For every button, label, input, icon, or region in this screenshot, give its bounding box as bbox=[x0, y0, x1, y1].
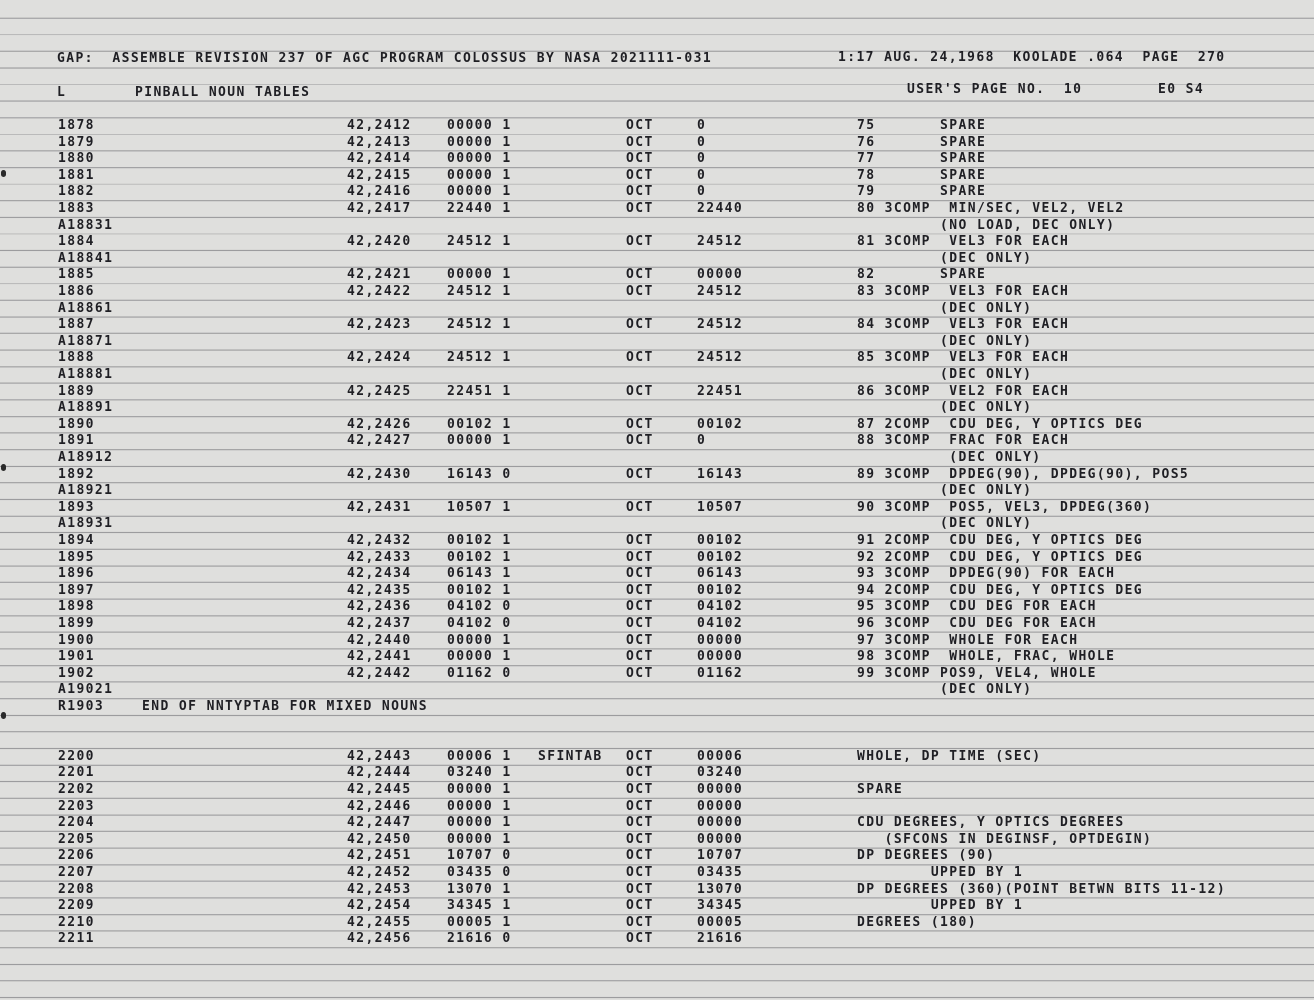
octal-word: 10707 0 bbox=[447, 848, 512, 864]
line-number: A18931 bbox=[58, 516, 114, 532]
opcode: OCT bbox=[626, 151, 654, 167]
octal-word: 04102 0 bbox=[447, 599, 512, 615]
line-number: 1896 bbox=[58, 566, 95, 582]
opcode: OCT bbox=[626, 649, 654, 665]
comment: 92 2COMP CDU DEG, Y OPTICS DEG bbox=[857, 549, 1144, 565]
header-left: GAP: ASSEMBLE REVISION 237 OF AGC PROGRAM COLOSSUS BY NASA 2021111-031 bbox=[57, 51, 713, 66]
comment: 91 2COMP CDU DEG, Y OPTICS DEG bbox=[857, 533, 1144, 548]
memory-address: 42,2454 bbox=[347, 898, 412, 914]
opcode: OCT bbox=[626, 898, 654, 914]
listing-row bbox=[0, 317, 1314, 333]
octal-word: 00102 1 bbox=[447, 549, 512, 565]
opcode: OCT bbox=[626, 931, 654, 947]
line-number: 2206 bbox=[58, 848, 95, 864]
octal-word: 00000 1 bbox=[447, 798, 512, 814]
octal-word: 00000 1 bbox=[447, 167, 512, 183]
operand: 0 bbox=[697, 167, 707, 183]
listing-row bbox=[0, 583, 1314, 599]
operand: 01162 bbox=[697, 665, 744, 681]
memory-address: 42,2416 bbox=[347, 184, 412, 200]
line-number: 2207 bbox=[58, 865, 95, 880]
line-number: 1892 bbox=[58, 466, 95, 482]
memory-address: 42,2423 bbox=[347, 317, 412, 333]
octal-word: 00000 1 bbox=[447, 782, 512, 797]
listing-row bbox=[0, 118, 1314, 134]
operand: 00000 bbox=[697, 649, 744, 665]
octal-word: 06143 1 bbox=[447, 566, 512, 582]
remark: END OF NNTYPTAB FOR MIXED NOUNS bbox=[142, 699, 429, 714]
opcode: OCT bbox=[626, 831, 654, 847]
comment: 83 3COMP VEL3 FOR EACH bbox=[857, 284, 1070, 299]
comment: 77 SPARE bbox=[857, 151, 987, 167]
listing-row bbox=[0, 267, 1314, 283]
memory-address: 42,2446 bbox=[347, 798, 412, 814]
opcode: OCT bbox=[626, 533, 654, 548]
operand: 16143 bbox=[697, 466, 744, 482]
opcode: OCT bbox=[626, 914, 654, 930]
operand: 10507 bbox=[697, 499, 744, 515]
operand: 00000 bbox=[697, 782, 744, 797]
memory-address: 42,2442 bbox=[347, 665, 412, 681]
opcode: OCT bbox=[626, 416, 654, 432]
comment: (DEC ONLY) bbox=[857, 250, 1033, 266]
operand: 00000 bbox=[697, 831, 744, 847]
octal-word: 34345 1 bbox=[447, 898, 512, 914]
listing-row bbox=[0, 649, 1314, 665]
memory-address: 42,2414 bbox=[347, 151, 412, 167]
listing-row bbox=[0, 931, 1314, 947]
opcode: OCT bbox=[626, 566, 654, 582]
octal-word: 00000 1 bbox=[447, 151, 512, 167]
listing-row bbox=[0, 898, 1314, 914]
operand: 0 bbox=[697, 151, 707, 167]
line-number: 1887 bbox=[58, 317, 95, 333]
listing-row bbox=[0, 135, 1314, 151]
line-number: 1879 bbox=[58, 134, 95, 150]
operand: 03240 bbox=[697, 765, 744, 781]
listing-row bbox=[0, 234, 1314, 250]
line-number: 1897 bbox=[58, 582, 95, 598]
line-number: 1894 bbox=[58, 533, 95, 548]
opcode: OCT bbox=[626, 118, 654, 133]
listing-row bbox=[0, 533, 1314, 549]
opcode: OCT bbox=[626, 616, 654, 631]
operand: 24512 bbox=[697, 317, 744, 333]
memory-address: 42,2432 bbox=[347, 533, 412, 548]
line-number: 1880 bbox=[58, 151, 95, 167]
line-number: 1882 bbox=[58, 184, 95, 200]
operand: 22440 bbox=[697, 201, 744, 216]
comment: DP DEGREES (90) bbox=[857, 848, 996, 864]
comment: 84 3COMP VEL3 FOR EACH bbox=[857, 317, 1070, 333]
operand: 10707 bbox=[697, 848, 744, 864]
listing-row bbox=[0, 168, 1314, 184]
listing-row bbox=[0, 749, 1314, 765]
operand: 34345 bbox=[697, 898, 744, 914]
operand: 06143 bbox=[697, 566, 744, 582]
listing-row bbox=[0, 882, 1314, 898]
comment: CDU DEGREES, Y OPTICS DEGREES bbox=[857, 815, 1125, 831]
comment: (DEC ONLY) bbox=[857, 300, 1033, 316]
line-number: A18841 bbox=[58, 250, 114, 266]
operand: 00000 bbox=[697, 632, 744, 648]
comment: 93 3COMP DPDEG(90) FOR EACH bbox=[857, 566, 1116, 582]
comment: SPARE bbox=[857, 782, 904, 797]
line-number: A19021 bbox=[58, 682, 114, 698]
listing-row bbox=[0, 915, 1314, 931]
comment: 94 2COMP CDU DEG, Y OPTICS DEG bbox=[857, 582, 1144, 598]
octal-word: 00000 1 bbox=[447, 134, 512, 150]
line-number: 1888 bbox=[58, 350, 95, 366]
listing-row bbox=[0, 616, 1314, 632]
octal-word: 24512 1 bbox=[447, 234, 512, 250]
opcode: OCT bbox=[626, 350, 654, 366]
comment: 75 SPARE bbox=[857, 118, 987, 133]
operand: 00102 bbox=[697, 549, 744, 565]
listing-row bbox=[0, 782, 1314, 798]
comment: (DEC ONLY) bbox=[857, 400, 1033, 416]
octal-word: 00000 1 bbox=[447, 815, 512, 831]
line-number: 2210 bbox=[58, 914, 95, 930]
octal-word: 04102 0 bbox=[447, 616, 512, 631]
operand: 0 bbox=[697, 118, 707, 133]
page-code: E0 S4 bbox=[1158, 82, 1205, 97]
memory-address: 42,2444 bbox=[347, 765, 412, 781]
listing-row bbox=[0, 682, 1314, 698]
operand: 00102 bbox=[697, 416, 744, 432]
line-number: 2205 bbox=[58, 831, 95, 847]
opcode: OCT bbox=[626, 499, 654, 515]
operand: 00000 bbox=[697, 267, 744, 283]
opcode: OCT bbox=[626, 267, 654, 283]
octal-word: 13070 1 bbox=[447, 881, 512, 897]
comment: DEGREES (180) bbox=[857, 914, 977, 930]
opcode: OCT bbox=[626, 284, 654, 299]
memory-address: 42,2421 bbox=[347, 267, 412, 283]
listing-row bbox=[0, 550, 1314, 566]
opcode: OCT bbox=[626, 815, 654, 831]
operand: 04102 bbox=[697, 599, 744, 615]
memory-address: 42,2412 bbox=[347, 118, 412, 133]
octal-word: 03240 1 bbox=[447, 765, 512, 781]
octal-word: 22451 1 bbox=[447, 383, 512, 399]
line-number: 2204 bbox=[58, 815, 95, 831]
listing-row bbox=[0, 384, 1314, 400]
listing-row bbox=[0, 417, 1314, 433]
memory-address: 42,2445 bbox=[347, 782, 412, 797]
octal-word: 00102 1 bbox=[447, 416, 512, 432]
octal-word: 00000 1 bbox=[447, 118, 512, 133]
header-right: 1:17 AUG. 24,1968 KOOLADE .064 PAGE 270 bbox=[838, 50, 1226, 65]
memory-address: 42,2427 bbox=[347, 433, 412, 449]
comment: 78 SPARE bbox=[857, 167, 987, 183]
comment: 88 3COMP FRAC FOR EACH bbox=[857, 433, 1070, 449]
line-number: 1890 bbox=[58, 416, 95, 432]
comment: (DEC ONLY) bbox=[857, 333, 1033, 349]
memory-address: 42,2436 bbox=[347, 599, 412, 615]
comment: UPPED BY 1 bbox=[857, 865, 1024, 880]
line-number: 2201 bbox=[58, 765, 95, 781]
operand: 22451 bbox=[697, 383, 744, 399]
comment: 82 SPARE bbox=[857, 267, 987, 283]
listing-row bbox=[0, 500, 1314, 516]
opcode: OCT bbox=[626, 433, 654, 449]
comment: 79 SPARE bbox=[857, 184, 987, 200]
listing-row bbox=[0, 566, 1314, 582]
line-number: 1881 bbox=[58, 167, 95, 183]
octal-word: 10507 1 bbox=[447, 499, 512, 515]
operand: 00102 bbox=[697, 533, 744, 548]
listing-row bbox=[0, 599, 1314, 615]
comment: UPPED BY 1 bbox=[857, 898, 1024, 914]
line-number: A18891 bbox=[58, 400, 114, 416]
listing-row bbox=[0, 433, 1314, 449]
comment: 80 3COMP MIN/SEC, VEL2, VEL2 bbox=[857, 201, 1125, 216]
opcode: OCT bbox=[626, 865, 654, 880]
comment: (DEC ONLY) bbox=[857, 367, 1033, 382]
octal-word: 00000 1 bbox=[447, 184, 512, 200]
header-marker: L bbox=[57, 85, 67, 100]
line-number: 1899 bbox=[58, 616, 95, 631]
listing-row bbox=[0, 716, 1314, 732]
octal-word: 01162 0 bbox=[447, 665, 512, 681]
listing-row bbox=[0, 334, 1314, 350]
line-number: 1889 bbox=[58, 383, 95, 399]
opcode: OCT bbox=[626, 549, 654, 565]
memory-address: 42,2413 bbox=[347, 134, 412, 150]
memory-address: 42,2431 bbox=[347, 499, 412, 515]
comment: (SFCONS IN DEGINSF, OPTDEGIN) bbox=[857, 831, 1153, 847]
opcode: OCT bbox=[626, 599, 654, 615]
line-number: 1900 bbox=[58, 632, 95, 648]
line-number: 1885 bbox=[58, 267, 95, 283]
memory-address: 42,2424 bbox=[347, 350, 412, 366]
comment: 86 3COMP VEL2 FOR EACH bbox=[857, 383, 1070, 399]
octal-word: 00000 1 bbox=[447, 632, 512, 648]
line-number: 1901 bbox=[58, 649, 95, 665]
memory-address: 42,2443 bbox=[347, 748, 412, 764]
memory-address: 42,2437 bbox=[347, 616, 412, 631]
line-number: 1895 bbox=[58, 549, 95, 565]
memory-address: 42,2440 bbox=[347, 632, 412, 648]
memory-address: 42,2434 bbox=[347, 566, 412, 582]
listing-row bbox=[0, 848, 1314, 864]
comment: 76 SPARE bbox=[857, 134, 987, 150]
line-number: 1883 bbox=[58, 201, 95, 216]
listing-row bbox=[0, 666, 1314, 682]
octal-word: 00000 1 bbox=[447, 649, 512, 665]
section-title: PINBALL NOUN TABLES bbox=[135, 85, 311, 100]
memory-address: 42,2420 bbox=[347, 234, 412, 250]
opcode: OCT bbox=[626, 317, 654, 333]
line-number: 1884 bbox=[58, 234, 95, 250]
listing-row bbox=[0, 400, 1314, 416]
listing-row bbox=[0, 218, 1314, 234]
octal-word: 00000 1 bbox=[447, 433, 512, 449]
comment: (DEC ONLY) bbox=[857, 516, 1033, 532]
listing-row bbox=[0, 699, 1314, 715]
comment: 87 2COMP CDU DEG, Y OPTICS DEG bbox=[857, 416, 1144, 432]
listing-row bbox=[0, 350, 1314, 366]
octal-word: 24512 1 bbox=[447, 317, 512, 333]
opcode: OCT bbox=[626, 383, 654, 399]
line-number: 1878 bbox=[58, 118, 95, 133]
line-number: 1891 bbox=[58, 433, 95, 449]
comment: 98 3COMP WHOLE, FRAC, WHOLE bbox=[857, 649, 1116, 665]
comment: 85 3COMP VEL3 FOR EACH bbox=[857, 350, 1070, 366]
memory-address: 42,2452 bbox=[347, 865, 412, 880]
opcode: OCT bbox=[626, 748, 654, 764]
memory-address: 42,2417 bbox=[347, 201, 412, 216]
operand: 13070 bbox=[697, 881, 744, 897]
operand: 0 bbox=[697, 134, 707, 150]
line-number: A18881 bbox=[58, 367, 114, 382]
memory-address: 42,2450 bbox=[347, 831, 412, 847]
operand: 03435 bbox=[697, 865, 744, 880]
listing-row bbox=[0, 284, 1314, 300]
listing-row bbox=[0, 151, 1314, 167]
listing-row bbox=[0, 367, 1314, 383]
listing-row bbox=[0, 865, 1314, 881]
line-number: A18921 bbox=[58, 483, 114, 499]
octal-word: 00102 1 bbox=[447, 582, 512, 598]
line-number: 2208 bbox=[58, 881, 95, 897]
operand: 24512 bbox=[697, 234, 744, 250]
comment: 81 3COMP VEL3 FOR EACH bbox=[857, 234, 1070, 250]
octal-word: 16143 0 bbox=[447, 466, 512, 482]
comment: WHOLE, DP TIME (SEC) bbox=[857, 748, 1042, 764]
memory-address: 42,2426 bbox=[347, 416, 412, 432]
line-number: 2200 bbox=[58, 748, 95, 764]
line-number: 2211 bbox=[58, 931, 95, 947]
listing-row bbox=[0, 633, 1314, 649]
listing-row bbox=[0, 301, 1314, 317]
comment: 96 3COMP CDU DEG FOR EACH bbox=[857, 616, 1097, 631]
opcode: OCT bbox=[626, 782, 654, 797]
operand: 24512 bbox=[697, 284, 744, 299]
operand: 04102 bbox=[697, 616, 744, 631]
operand: 0 bbox=[697, 184, 707, 200]
memory-address: 42,2447 bbox=[347, 815, 412, 831]
line-number: 1886 bbox=[58, 284, 95, 299]
octal-word: 00000 1 bbox=[447, 831, 512, 847]
opcode: OCT bbox=[626, 234, 654, 250]
opcode: OCT bbox=[626, 167, 654, 183]
listing-row bbox=[0, 184, 1314, 200]
opcode: OCT bbox=[626, 798, 654, 814]
line-number: A18831 bbox=[58, 217, 114, 233]
line-number: 2202 bbox=[58, 782, 95, 797]
memory-address: 42,2435 bbox=[347, 582, 412, 598]
memory-address: 42,2455 bbox=[347, 914, 412, 930]
memory-address: 42,2425 bbox=[347, 383, 412, 399]
operand: 00000 bbox=[697, 815, 744, 831]
opcode: OCT bbox=[626, 466, 654, 482]
listing-row bbox=[0, 516, 1314, 532]
memory-address: 42,2430 bbox=[347, 466, 412, 482]
memory-address: 42,2415 bbox=[347, 167, 412, 183]
user-page-number: USER'S PAGE NO. 10 bbox=[907, 82, 1083, 97]
memory-address: 42,2453 bbox=[347, 881, 412, 897]
octal-word: 00006 1 bbox=[447, 748, 512, 764]
comment: 97 3COMP WHOLE FOR EACH bbox=[857, 632, 1079, 648]
octal-word: 22440 1 bbox=[447, 201, 512, 216]
comment: (DEC ONLY) bbox=[857, 682, 1033, 698]
listing-row bbox=[0, 450, 1314, 466]
memory-address: 42,2441 bbox=[347, 649, 412, 665]
octal-word: 00000 1 bbox=[447, 267, 512, 283]
comment: 90 3COMP POS5, VEL3, DPDEG(360) bbox=[857, 499, 1153, 515]
line-number: A18912 bbox=[58, 450, 114, 465]
line-number: 1893 bbox=[58, 499, 95, 515]
opcode: OCT bbox=[626, 881, 654, 897]
octal-word: 03435 0 bbox=[447, 865, 512, 880]
operand: 24512 bbox=[697, 350, 744, 366]
line-number: 2209 bbox=[58, 898, 95, 914]
opcode: OCT bbox=[626, 582, 654, 598]
opcode: OCT bbox=[626, 665, 654, 681]
operand: 00005 bbox=[697, 914, 744, 930]
octal-word: 00005 1 bbox=[447, 914, 512, 930]
octal-word: 21616 0 bbox=[447, 931, 512, 947]
octal-word: 24512 1 bbox=[447, 284, 512, 299]
line-number: A18861 bbox=[58, 300, 114, 316]
octal-word: 24512 1 bbox=[447, 350, 512, 366]
opcode: OCT bbox=[626, 765, 654, 781]
listing-row bbox=[0, 765, 1314, 781]
opcode: OCT bbox=[626, 632, 654, 648]
opcode: OCT bbox=[626, 201, 654, 216]
listing-row bbox=[0, 201, 1314, 217]
memory-address: 42,2456 bbox=[347, 931, 412, 947]
operand: 0 bbox=[697, 433, 707, 449]
comment: DP DEGREES (360)(POINT BETWN BITS 11-12) bbox=[857, 881, 1227, 897]
comment: (NO LOAD, DEC ONLY) bbox=[857, 217, 1116, 233]
comment: 95 3COMP CDU DEG FOR EACH bbox=[857, 599, 1097, 615]
listing-row bbox=[0, 467, 1314, 483]
memory-address: 42,2433 bbox=[347, 549, 412, 565]
opcode: OCT bbox=[626, 848, 654, 864]
comment: 89 3COMP DPDEG(90), DPDEG(90), POS5 bbox=[857, 466, 1190, 482]
memory-address: 42,2451 bbox=[347, 848, 412, 864]
comment: 99 3COMP POS9, VEL4, WHOLE bbox=[857, 665, 1097, 681]
listing-row bbox=[0, 251, 1314, 267]
listing-row bbox=[0, 799, 1314, 815]
line-number: 1898 bbox=[58, 599, 95, 615]
octal-word: 00102 1 bbox=[447, 533, 512, 548]
operand: 21616 bbox=[697, 931, 744, 947]
operand: 00102 bbox=[697, 582, 744, 598]
line-number: 1902 bbox=[58, 665, 95, 681]
line-number: 2203 bbox=[58, 798, 95, 814]
operand: 00006 bbox=[697, 748, 744, 764]
memory-address: 42,2422 bbox=[347, 284, 412, 299]
listing-row bbox=[0, 832, 1314, 848]
listing-row bbox=[0, 815, 1314, 831]
operand: 00000 bbox=[697, 798, 744, 814]
line-number: R1903 bbox=[58, 699, 105, 714]
comment: (DEC ONLY) bbox=[857, 450, 1042, 465]
symbol-label: SFINTAB bbox=[538, 748, 603, 764]
comment: (DEC ONLY) bbox=[857, 483, 1033, 499]
listing-row bbox=[0, 483, 1314, 499]
line-number: A18871 bbox=[58, 333, 114, 349]
opcode: OCT bbox=[626, 134, 654, 150]
opcode: OCT bbox=[626, 184, 654, 200]
listing-row bbox=[0, 732, 1314, 748]
